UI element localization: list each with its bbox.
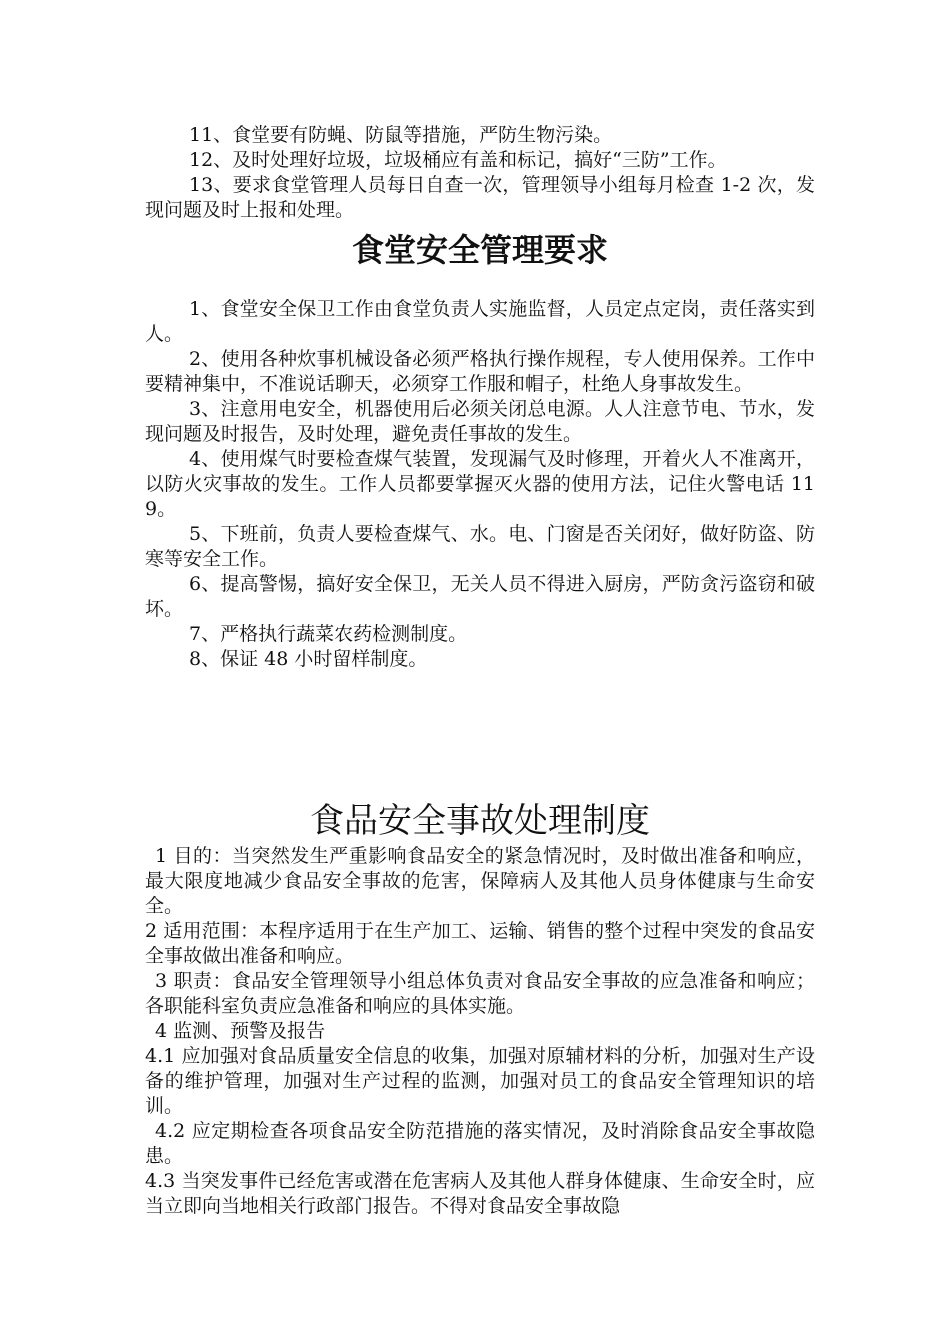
- safety-item-1: 1、食堂安全保卫工作由食堂负责人实施监督，人员定点定岗，责任落实到人。: [145, 298, 815, 345]
- incident-title: 食品安全事故处理制度: [310, 801, 650, 841]
- incident-4-1: 4.1 应加强对食品质量安全信息的收集，加强对原辅材料的分析，加强对生产设备的维护管理，加强对生产过程的监测，加强对员工的食品安全管理知识的培训。: [145, 1045, 815, 1117]
- intro-item-13: 13、要求食堂管理人员每日自查一次，管理领导小组每月检查 1-2 次，发现问题及时上报和处理。: [145, 174, 815, 221]
- safety-item-5: 5、下班前，负责人要检查煤气、水。电、门窗是否关闭好，做好防盗、防寒等安全工作。: [145, 523, 815, 570]
- safety-item-6: 6、提高警惕，搞好安全保卫，无关人员不得进入厨房，严防贪污盗窃和破坏。: [145, 573, 815, 620]
- incident-4-3: 4.3 当突发事件已经危害或潜在危害病人及其他人群身体健康、生命安全时，应当立即向当地相关行政部门报告。不得对食品安全事故隐: [145, 1170, 815, 1217]
- safety-section: [145, 228, 815, 272]
- safety-item-2: 2、使用各种炊事机械设备必须严格执行操作规程，专人使用保养。工作中要精神集中，不准说话聊天，必须穿工作服和帽子，杜绝人身事故发生。: [145, 348, 815, 395]
- incident-section: [145, 798, 815, 1219]
- intro-section: [145, 123, 815, 223]
- safety-item-3: 3、注意用电安全，机器使用后必须关闭总电源。人人注意节电、节水，发现问题及时报告，及时处理，避免责任事故的发生。: [145, 398, 815, 445]
- incident-duty: 3 职责：食品安全管理领导小组总体负责对食品安全事故的应急准备和响应；各职能科室负责应急准备和响应的具体实施。: [145, 970, 815, 1017]
- safety-title: 食堂安全管理要求: [351, 231, 608, 269]
- incident-purpose: 1 目的：当突然发生严重影响食品安全的紧急情况时，及时做出准备和响应，最大限度地减少食品安全事故的危害，保障病人及其他人员身体健康与生命安全。: [145, 845, 815, 917]
- safety-items: [145, 297, 815, 672]
- incident-4-2: 4.2 应定期检查各项食品安全防范措施的落实情况，及时消除食品安全事故隐患。: [145, 1120, 815, 1167]
- safety-item-4: 4、使用煤气时要检查煤气装置，发现漏气及时修理，开着火人不准离开，以防火灾事故的发生。工作人员都要掌握灭火器的使用方法，记住火警电话 119。: [145, 448, 815, 520]
- safety-item-8: 8、保证 48 小时留样制度。: [189, 648, 428, 670]
- incident-monitor-heading: 4 监测、预警及报告: [155, 1020, 326, 1042]
- incident-scope: 2 适用范围：本程序适用于在生产加工、运输、销售的整个过程中突发的食品安全事故做出准备和响应。: [145, 920, 815, 967]
- intro-item-11: 11、食堂要有防蝇、防鼠等措施，严防生物污染。: [189, 124, 613, 146]
- intro-item-12: 12、及时处理好垃圾，垃圾桶应有盖和标记，搞好“三防”工作。: [189, 149, 727, 171]
- safety-item-7: 7、严格执行蔬菜农药检测制度。: [189, 623, 468, 645]
